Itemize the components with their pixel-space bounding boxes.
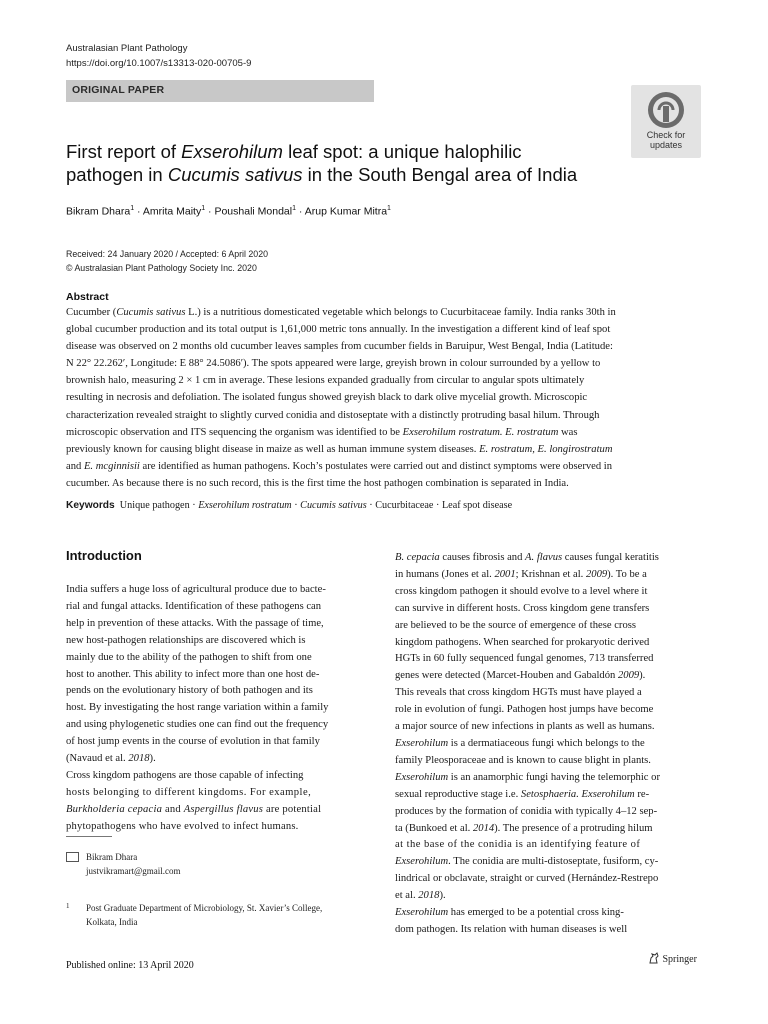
footnote-email[interactable]: justvikramart@gmail.com — [86, 866, 181, 876]
author-list: Bikram Dhara$^1$ · Amrita Maity$^1$ · Poushali Mondal$^1$ · Arup Kumar Mitra$^1$ — [66, 205, 391, 218]
text-line — [395, 702, 660, 719]
section-label: ORIGINAL PAPER — [72, 84, 165, 96]
emphasis-text: Exserohilum — [395, 907, 449, 919]
author-affiliation: 1 — [387, 205, 391, 212]
text-line — [395, 635, 660, 652]
text-span: kingdom pathogens. When searched for prokaryotic derived — [395, 636, 650, 648]
emphasis-text: E. mcginnisii — [83, 460, 140, 472]
check-label-line1: Check for — [646, 130, 686, 140]
text-span: causes fibrosis and — [439, 552, 526, 563]
text-span: can survive in different hosts. Cross kingdom gene transfers — [395, 602, 650, 614]
affiliation-footnote — [66, 901, 322, 929]
text-span: mainly due to the ability of the pathogen to shift from one — [66, 651, 312, 663]
text-span: are potential — [263, 803, 322, 815]
text-line — [395, 770, 660, 787]
text-span: rial and fungal attacks. Identification of these pathogens can — [66, 600, 322, 612]
article-dates — [66, 247, 268, 275]
text-span: in humans (Jones et al. — [395, 568, 495, 580]
emphasis-text: Exserohilum — [395, 771, 449, 783]
title-line-2: pathogen in Cucumis sativus in the South Bengal area of India — [66, 164, 578, 185]
text-span: re- — [634, 788, 650, 800]
text-span: Cucumber ( — [66, 307, 117, 318]
text-line — [66, 599, 328, 616]
section-banner — [66, 80, 374, 102]
envelope-icon — [66, 852, 79, 862]
publisher-name: Springer — [662, 954, 697, 965]
text-line — [395, 871, 660, 888]
affiliation-line: Post Graduate Department of Microbiology, St. Xavier’s College, — [86, 903, 323, 913]
emphasis-text: 2014 — [472, 822, 495, 834]
text-line — [395, 719, 660, 736]
text-line — [66, 389, 616, 406]
text-span: and — [162, 803, 184, 815]
left-column-text — [66, 582, 328, 836]
text-line — [395, 601, 660, 618]
text-span: This reveals that cross kingdom HGTs must have played a — [395, 687, 642, 699]
author-name[interactable]: Poushali Mondal — [214, 205, 293, 218]
keyword: Cucumis sativus — [300, 500, 367, 511]
author-affiliation: 1 — [201, 205, 206, 212]
text-line — [395, 567, 660, 584]
doi-link[interactable]: https://doi.org/10.1007/s13313-020-00705-9 — [66, 58, 252, 69]
author-name[interactable]: Bikram Dhara — [66, 205, 131, 218]
text-span: (Navaud et al. — [66, 753, 129, 765]
text-span: genes were detected (Marcet-Houben and Gabaldón — [395, 670, 618, 682]
text-span: a major source of new infections in plants as well as humans. — [395, 721, 655, 733]
keywords-label: Keywords — [66, 500, 115, 511]
emphasis-text: 2009 — [617, 670, 640, 682]
affiliation-line: Kolkata, India — [86, 917, 138, 927]
text-line — [395, 668, 660, 685]
text-line — [395, 837, 660, 854]
text-line — [395, 804, 660, 821]
text-span: lindrical or obclavate, straight or curved (Hernández-Restrepo — [395, 873, 659, 885]
text-span: ta (Bunkoed et al. — [395, 822, 473, 834]
text-span: sexual reproductive stage i.e. — [395, 788, 521, 800]
emphasis-text: Exserohilum — [395, 856, 449, 868]
text-span: and — [66, 460, 84, 472]
text-line — [66, 667, 328, 684]
keyword: Leaf spot disease — [441, 500, 513, 511]
text-span: has emerged to be a potential cross king- — [448, 907, 624, 919]
text-span: help in prevention of these attacks. With the passage of time, — [66, 617, 324, 629]
text-span: ). To be a — [607, 568, 647, 580]
emphasis-text: 2001 — [494, 568, 516, 580]
text-span: ). The presence of a protruding hilum — [494, 822, 653, 834]
text-span: of host jump events in the course of evolution in that family — [66, 736, 320, 748]
text-line — [66, 683, 328, 700]
published-online: Published online: 13 April 2020 — [66, 960, 194, 971]
text-line — [66, 768, 328, 785]
text-span: ). — [149, 753, 156, 765]
text-line — [66, 582, 328, 599]
text-line — [395, 685, 660, 702]
text-line — [66, 734, 328, 751]
text-span: ). — [639, 670, 646, 682]
text-line — [395, 651, 660, 668]
author-affiliation: 1 — [292, 205, 296, 212]
keyword: Exserohilum rostratum — [198, 500, 292, 511]
abstract-heading: Abstract — [66, 291, 109, 303]
emphasis-text: 2009 — [585, 568, 608, 580]
text-span: ). — [439, 890, 446, 902]
text-span: is a dermatiaceous fungi which belongs to the — [448, 737, 645, 749]
text-span: new host-pathogen relationships are discovered which is — [66, 634, 306, 646]
affiliation-number: 1 — [66, 902, 70, 910]
text-span: family Pleosporaceae and is known to cause blight in plants. — [395, 754, 651, 766]
text-span: and using phylogenetic studies one can find out the frequency — [66, 719, 329, 731]
emphasis-text: Aspergillus flavus — [183, 803, 264, 815]
check-updates-icon — [645, 90, 687, 130]
text-line — [66, 372, 616, 389]
text-span: India suffers a huge loss of agricultural produce due to bacte- — [66, 584, 326, 595]
emphasis-text: B. cepacia — [395, 552, 440, 563]
introduction-heading: Introduction — [66, 548, 142, 563]
text-span: was — [558, 426, 578, 438]
keyword: Unique pathogen — [119, 500, 190, 511]
text-span: phytopathogens who have evolved to infect humans. — [66, 820, 299, 832]
text-span: at the base of the conidia is an identifying feature of — [395, 839, 641, 851]
text-line — [66, 407, 616, 424]
text-span: disease was observed on 2 months old cucumber leaves samples from cucumber fields in Baruipur, West Bengal, India (Latitude: — [66, 341, 613, 353]
text-span: . The conidia are multi-distoseptate, fusiform, cy- — [448, 856, 659, 868]
text-span: previously known for causing blight disease in maize as well as human immune system diseases. — [66, 443, 480, 455]
author-affiliation: 1 — [130, 205, 135, 212]
text-line — [395, 905, 660, 922]
text-span: resulting in necrosis and defoliation. The isolated fungus showed greyish black to dark olive mycelial growth. Microscopic — [66, 392, 588, 404]
check-label-line2: updates — [649, 140, 683, 150]
text-span: host. By investigating the host range variation within a family — [66, 702, 329, 714]
right-column-text — [395, 550, 660, 939]
text-span: causes fungal keratitis — [562, 552, 659, 563]
abstract-body — [66, 304, 616, 492]
emphasis-text: A. flavus — [525, 552, 563, 563]
journal-header — [66, 41, 251, 71]
text-span: role in evolution of fungi. Pathogen host jumps have become — [395, 704, 654, 716]
text-span: host to another. This ability to infect more than one host de- — [66, 668, 320, 680]
text-line — [66, 717, 328, 734]
text-span: hosts belonging to different kingdoms. For example, — [66, 786, 312, 798]
corresponding-author-footnote — [66, 850, 181, 878]
text-span: characterization revealed straight to slightly curved conidia and distoseptate with a distinctly protruding basal hilum. Through — [66, 409, 600, 421]
emphasis-text: Cucumis sativus — [116, 307, 186, 318]
springer-horse-icon — [648, 952, 660, 964]
text-span: cross kingdom pathogen it should evolve to a level where it — [395, 585, 648, 597]
text-span: ; Krishnan et al. — [515, 568, 586, 580]
keywords-line: Keywords Unique pathogen · Exserohilum rostratum · Cucumis sativus · Cucurbitaceae · Leaf spot disease — [66, 500, 513, 511]
text-line — [66, 819, 328, 836]
text-line — [395, 584, 660, 601]
text-span: N 22° 22.262′, Longitude: E 88° 24.5086′). The spots appeared were large, greyish brown in colour surrounded by a yellow to — [66, 358, 601, 370]
text-span: L.) is a nutritious domesticated vegetable which belongs to Cucurbitaceae family. India ranks 30th in — [185, 307, 616, 318]
text-line — [66, 802, 328, 819]
text-line — [66, 785, 328, 802]
text-line — [395, 736, 660, 753]
emphasis-text: Setosphaeria. Exserohilum — [520, 788, 635, 800]
emphasis-text: Exserohilum rostratum. E. rostratum — [402, 426, 559, 438]
text-line — [395, 787, 660, 804]
author-name[interactable]: Amrita Maity — [142, 205, 202, 218]
emphasis-text: 2018 — [128, 753, 150, 765]
journal-name: Australasian Plant Pathology — [66, 43, 188, 54]
text-span: are believed to be the source of emergence of these cross — [395, 619, 636, 631]
text-line — [66, 751, 328, 768]
received-accepted: Received: 24 January 2020 / Accepted: 6 April 2020 — [66, 249, 268, 259]
text-span: are identified as human pathogens. Koch’s postulates were carried out and distinct symptoms were observed in — [139, 460, 613, 472]
publisher-logo — [648, 952, 697, 965]
text-line — [66, 424, 616, 441]
text-line — [66, 355, 616, 372]
text-line — [395, 753, 660, 770]
text-span: brownish halo, measuring 2 × 1 cm in average. These lesions expanded gradually from circular to angular spots ultimately — [66, 375, 585, 387]
text-line — [395, 550, 660, 567]
text-line — [66, 650, 328, 667]
title-line-1: First report of Exserohilum leaf spot: a unique halophilic — [66, 141, 522, 162]
text-line — [66, 304, 616, 321]
footnote-name: Bikram Dhara — [86, 852, 138, 862]
text-span: dom pathogen. Its relation with human diseases is well — [395, 923, 628, 935]
text-span: et al. — [395, 890, 419, 902]
emphasis-text: E. rostratum, E. longirostratum — [479, 443, 613, 455]
text-span: cucumber. As because there is no such record, this is the first time the host pathogen combination is separated in India. — [66, 477, 569, 489]
text-line — [66, 321, 616, 338]
emphasis-text: 2018 — [418, 890, 440, 902]
text-line — [66, 633, 328, 650]
text-span: produces by the formation of conidia with typically 4–12 sep- — [395, 805, 658, 817]
text-line — [66, 458, 616, 475]
text-line — [66, 700, 328, 717]
text-line — [395, 922, 660, 939]
text-line — [395, 888, 660, 905]
emphasis-text: Exserohilum — [395, 737, 449, 749]
author-name[interactable]: Arup Kumar Mitra — [304, 205, 388, 218]
footnote-divider — [66, 836, 112, 837]
text-span: global cucumber production and its total output is 1,61,000 metric tons annually. In the investigation a different kind of leaf spot — [66, 324, 611, 336]
text-span: is an anamorphic fungi having the telemorphic or — [448, 771, 660, 783]
text-span: Cross kingdom pathogens are those capable of infecting — [66, 769, 304, 781]
emphasis-text: Burkholderia cepacia — [66, 803, 163, 815]
text-line — [395, 618, 660, 635]
text-span: pends on the evolutionary history of both pathogen and its — [66, 685, 313, 697]
text-span: HGTs in 60 fully sequenced fungal genomes, 713 transferred — [395, 653, 654, 665]
text-line — [66, 338, 616, 355]
text-line — [66, 616, 328, 633]
copyright-line: © Australasian Plant Pathology Society Inc. 2020 — [66, 263, 257, 273]
text-line — [395, 854, 660, 871]
paper-title — [66, 140, 646, 186]
text-span: microscopic observation and ITS sequencing the organism was identified to be — [66, 426, 403, 438]
text-line — [66, 441, 616, 458]
text-line — [66, 475, 616, 492]
keyword: Cucurbitaceae — [375, 500, 434, 511]
text-line — [395, 821, 660, 838]
